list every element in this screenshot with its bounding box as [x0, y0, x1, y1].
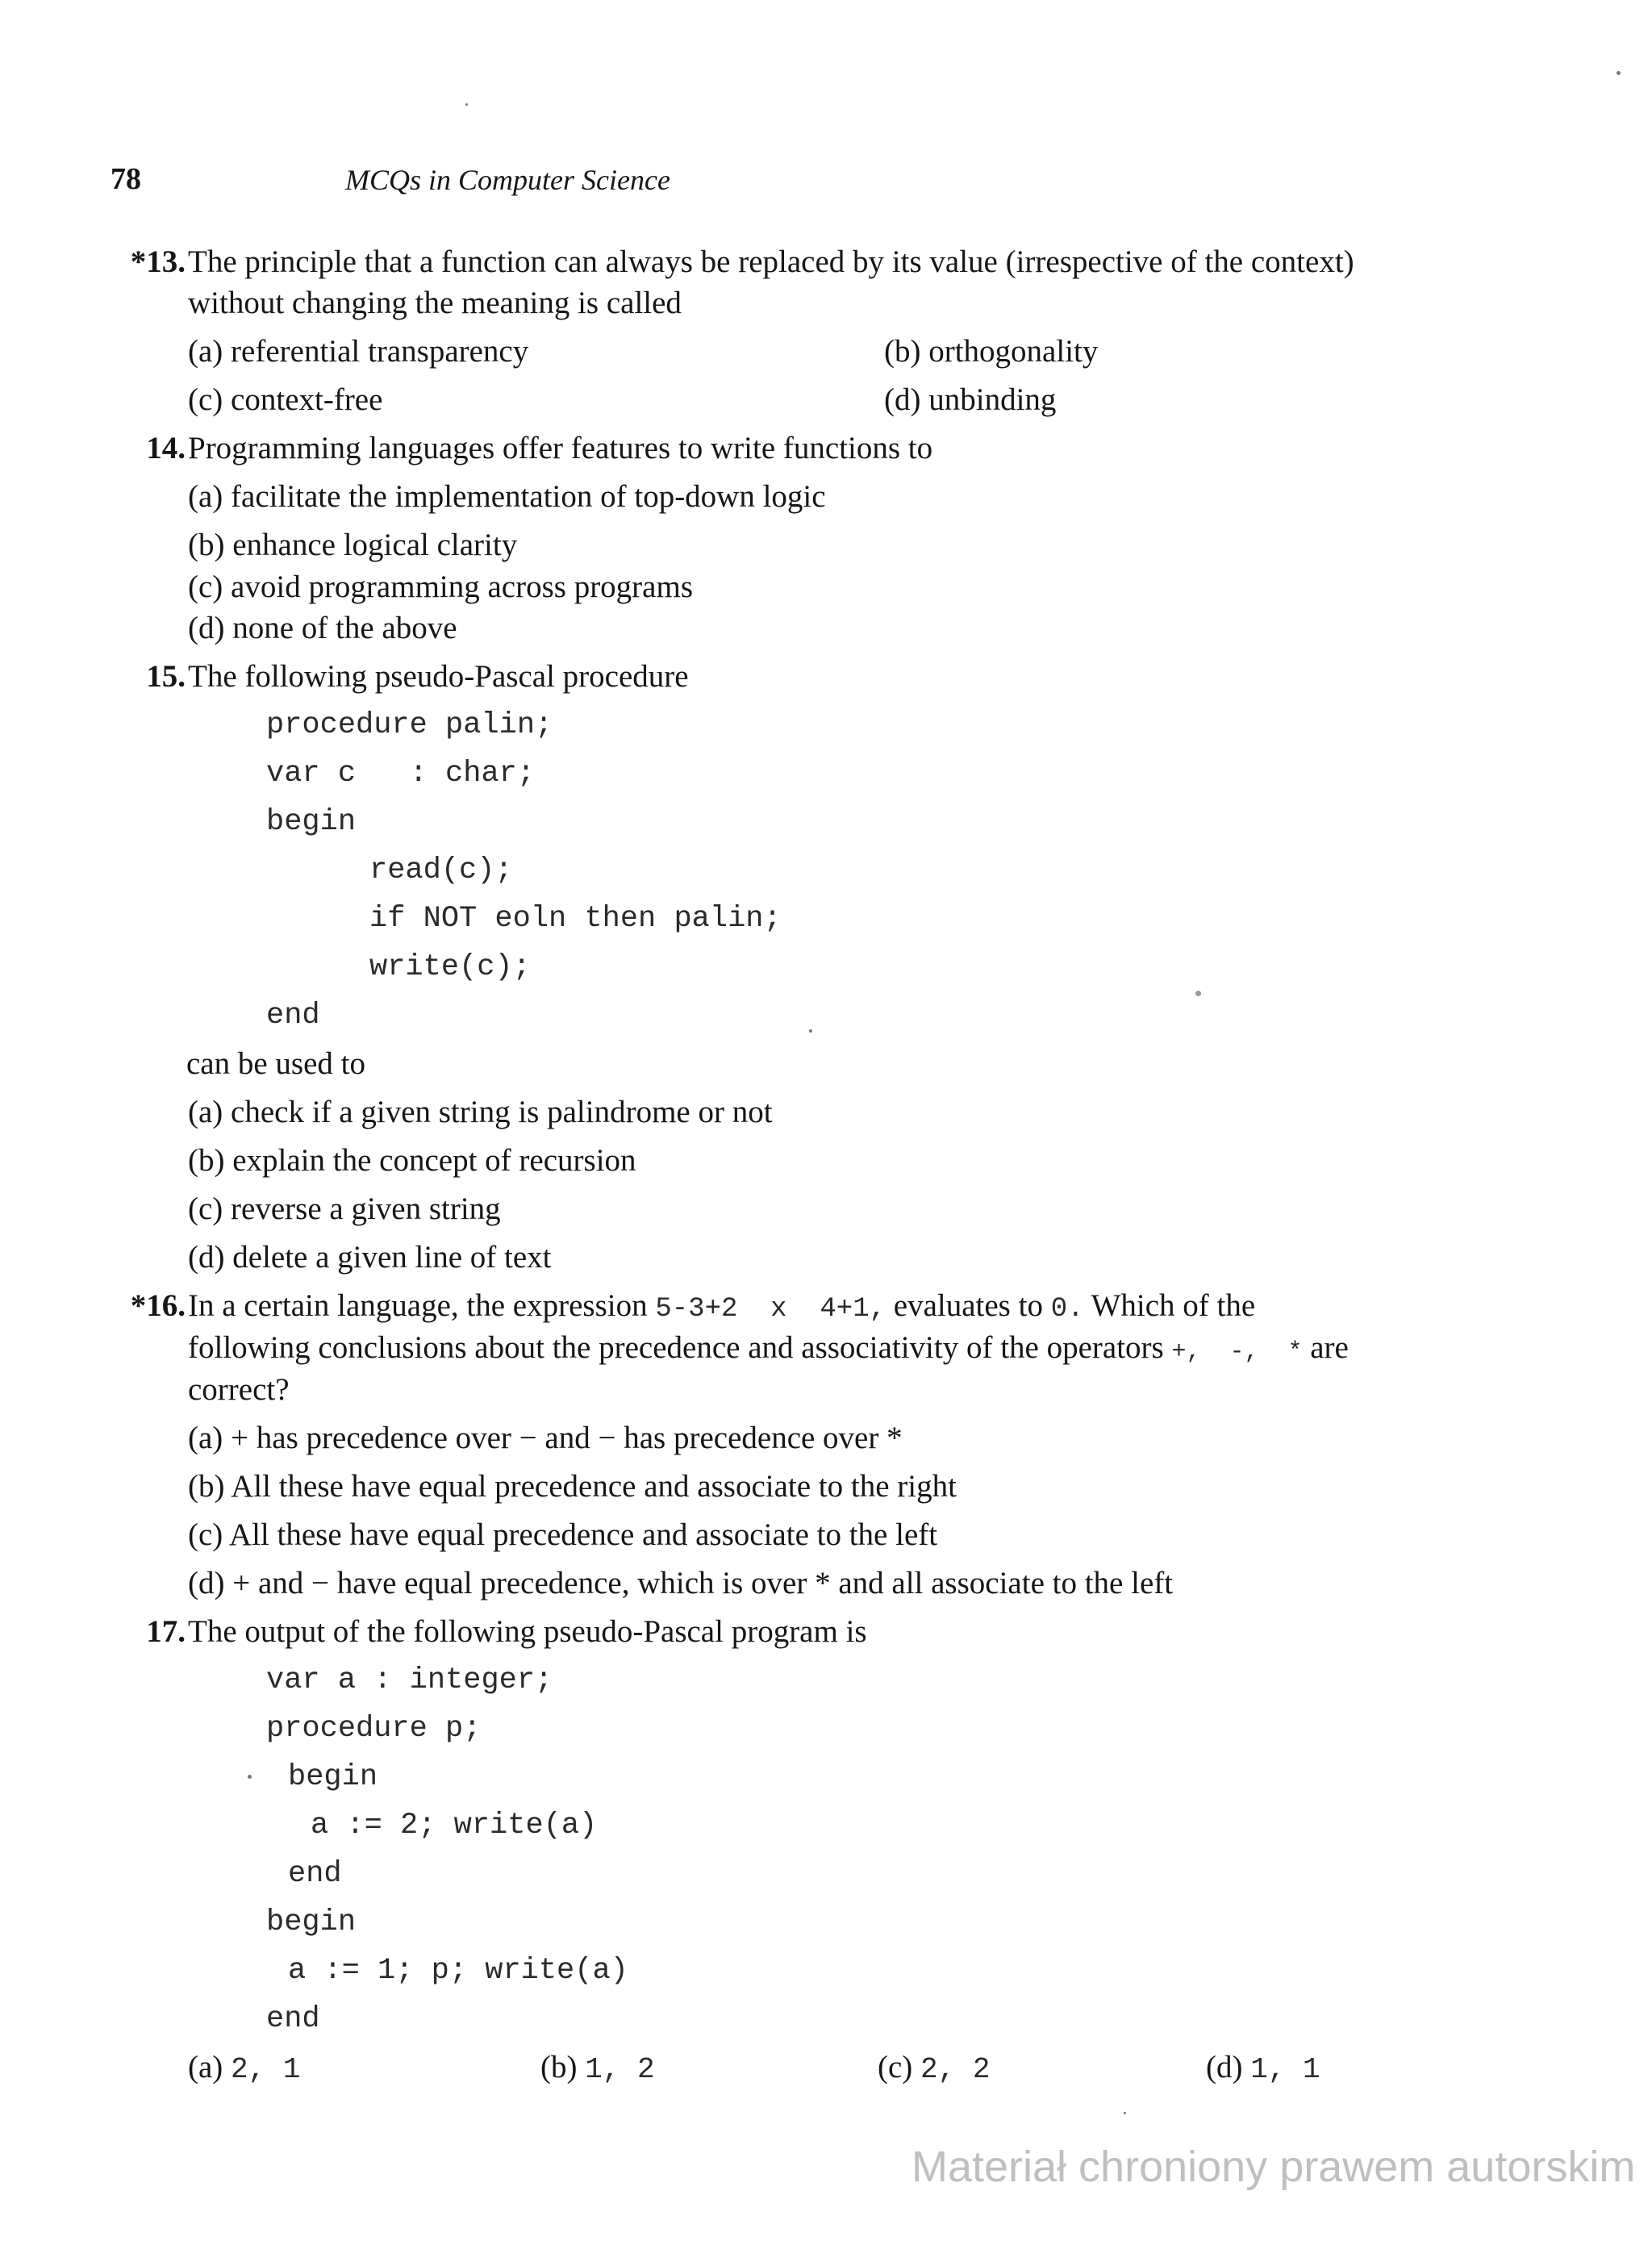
option-text: orthogonality	[928, 334, 1099, 369]
question-stem-line: Programming languages offer features to write functions to	[188, 431, 933, 465]
option-c	[188, 566, 693, 608]
option-label: (a)	[188, 1421, 223, 1455]
option-label: (b)	[884, 334, 921, 369]
option-text: 1, 2	[585, 2053, 655, 2086]
option-a	[188, 1417, 903, 1459]
option-d	[1206, 2047, 1320, 2091]
option-label: (d)	[884, 382, 921, 417]
option-text: + has precedence over − and − has precedence over *	[231, 1421, 903, 1455]
question-number: *13.	[130, 244, 186, 279]
option-text: 1, 1	[1250, 2053, 1320, 2086]
code-line: write(c);	[369, 950, 531, 984]
option-text: 2, 1	[231, 2053, 301, 2086]
option-label: (c)	[188, 1517, 223, 1552]
option-label: (d)	[188, 1566, 225, 1600]
question-stem-line: correct?	[188, 1372, 290, 1407]
page-number: 78	[111, 162, 141, 196]
option-a	[188, 331, 528, 373]
option-text: context-free	[231, 382, 383, 417]
option-text: reverse a given string	[231, 1191, 501, 1226]
option-label: (b)	[188, 1469, 225, 1504]
option-text: unbinding	[928, 382, 1057, 417]
code-line: begin	[266, 805, 357, 839]
book-title: MCQs in Computer Science	[345, 164, 670, 196]
code-line: end	[266, 2002, 320, 2036]
code-line: procedure p;	[266, 1712, 482, 1746]
option-c	[878, 2047, 990, 2091]
code-line: read(c);	[369, 853, 513, 887]
scan-speck	[248, 1775, 252, 1779]
question-stem-line: without changing the meaning is called	[188, 286, 682, 320]
option-text: none of the above	[232, 611, 457, 645]
option-label: (d)	[1206, 2050, 1243, 2085]
option-label: (c)	[188, 1191, 223, 1226]
option-d	[188, 607, 457, 649]
option-b	[188, 1466, 957, 1508]
code-line: procedure palin;	[266, 708, 553, 742]
code-line: var a : integer;	[266, 1663, 553, 1697]
option-label: (a)	[188, 1095, 223, 1129]
option-c	[188, 379, 382, 421]
option-c	[188, 1188, 501, 1230]
option-label: (c)	[188, 382, 223, 417]
code-line: begin	[288, 1760, 378, 1794]
option-d	[188, 1237, 552, 1279]
scan-speck	[809, 1029, 812, 1033]
question-stem-line: The principle that a function can always be replaced by its value (irrespective of the context)	[188, 244, 1354, 279]
option-text: All these have equal precedence and associate to the right	[231, 1469, 957, 1504]
scan-speck	[1124, 2112, 1126, 2114]
option-label: (b)	[188, 528, 225, 562]
inline-expression: 5-3+2 x 4+1,	[655, 1294, 886, 1325]
option-label: (c)	[188, 570, 223, 604]
question-number: 15.	[146, 659, 186, 694]
option-b	[884, 331, 1098, 373]
question-stem-line: In a certain language, the expression 5-3+2 x 4+1, evaluates to 0. Which of the	[188, 1288, 1256, 1325]
option-label: (a)	[188, 479, 223, 514]
option-label: (a)	[188, 334, 223, 369]
option-text: + and − have equal precedence, which is over * and all associate to the left	[232, 1566, 1174, 1600]
option-text: enhance logical clarity	[232, 528, 518, 562]
question-number: 14.	[146, 431, 186, 465]
inline-value: 0.	[1050, 1294, 1084, 1325]
scan-speck	[1195, 991, 1201, 996]
option-d	[188, 1563, 1173, 1605]
option-c	[188, 1514, 937, 1556]
option-label: (d)	[188, 1240, 225, 1275]
option-label: (c)	[878, 2050, 913, 2085]
option-text: explain the concept of recursion	[232, 1143, 636, 1178]
question-number: 17.	[146, 1614, 186, 1649]
scan-speck	[1617, 71, 1621, 75]
question-stem-line: The following pseudo-Pascal procedure	[188, 659, 689, 694]
option-d	[884, 379, 1056, 421]
option-b	[188, 524, 517, 566]
option-label: (d)	[188, 611, 225, 645]
code-line: a := 2; write(a)	[311, 1809, 598, 1842]
question-number: *16.	[130, 1288, 186, 1323]
option-a	[188, 1091, 773, 1133]
option-a	[188, 2047, 300, 2091]
scan-speck	[465, 103, 468, 106]
option-text: check if a given string is palindrome or not	[231, 1095, 773, 1129]
option-text: avoid programming across programs	[231, 570, 693, 604]
question-stem-after: can be used to	[186, 1046, 366, 1081]
option-b	[540, 2047, 655, 2091]
question-stem-line: The output of the following pseudo-Pascal program is	[188, 1614, 867, 1649]
option-text: referential transparency	[231, 334, 529, 369]
code-line: if NOT eoln then palin;	[369, 902, 782, 936]
option-a	[188, 476, 826, 518]
option-label: (a)	[188, 2050, 223, 2085]
inline-operators: +, -, *	[1171, 1338, 1303, 1366]
code-line: a := 1; p; write(a)	[288, 1954, 628, 1988]
code-line: end	[266, 999, 320, 1033]
code-line: end	[288, 1857, 342, 1891]
option-label: (b)	[540, 2050, 578, 2085]
option-text: 2, 2	[920, 2053, 991, 2086]
code-line: var c : char;	[266, 757, 536, 791]
option-text: All these have equal precedence and associate to the left	[228, 1517, 938, 1552]
option-text: facilitate the implementation of top-down logic	[231, 479, 826, 514]
code-line: begin	[266, 1905, 357, 1939]
option-label: (b)	[188, 1143, 225, 1178]
option-text: delete a given line of text	[232, 1240, 552, 1275]
question-stem-line: following conclusions about the precedence and associativity of the operators +, -, * are	[188, 1330, 1349, 1366]
option-b	[188, 1140, 636, 1182]
copyright-watermark: Materiał chroniony prawem autorskim	[912, 2143, 1636, 2191]
